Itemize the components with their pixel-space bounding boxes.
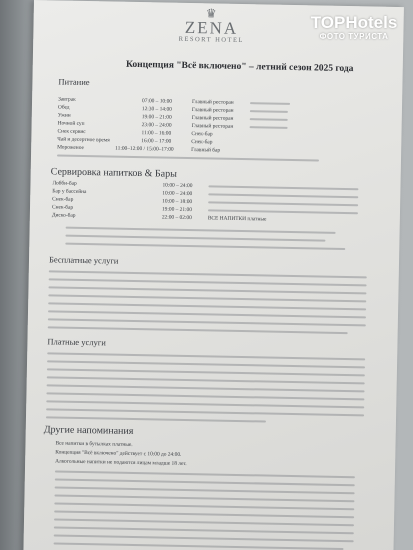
reminder-unreadable [54, 534, 354, 542]
free-paragraph-unreadable [48, 286, 366, 294]
bar-time: 10:00 – 24:00 [162, 190, 193, 198]
food-row-place: Снек-бар [191, 139, 213, 146]
food-row-name: Мороженое [57, 144, 84, 151]
bar-time: 10:00 – 24:00 [162, 182, 193, 190]
food-row-note-unreadable [250, 102, 290, 105]
bars-bullet-unreadable [65, 235, 325, 242]
bar-name: Бар у бассейна [52, 188, 87, 196]
free-paragraph-unreadable [48, 318, 366, 326]
document-page [23, 0, 404, 550]
bar-time: 22:00 – 02:00 [161, 214, 192, 222]
section-other-heading: Другие напоминания [43, 424, 134, 437]
food-footnote-unreadable [57, 154, 319, 161]
bar-note-unreadable [208, 193, 358, 198]
crown-icon: ♛ [205, 6, 218, 21]
food-row-time: 12:30 – 14:00 [141, 106, 172, 113]
watermark-sub: ФОТО ТУРИСТА [319, 32, 389, 41]
section-paid-heading: Платные услуги [47, 336, 106, 348]
paid-paragraph-unreadable [46, 400, 364, 408]
paid-paragraph-unreadable [47, 360, 365, 368]
food-row-note-unreadable [250, 118, 288, 121]
reminder-unreadable [55, 478, 355, 486]
paid-paragraph-unreadable [46, 416, 266, 422]
food-row-place: Главный ресторан [191, 115, 234, 122]
bar-name: Лобби-бар [52, 180, 77, 187]
section-food-heading: Питание [58, 76, 90, 88]
paid-paragraph-unreadable [46, 392, 364, 400]
free-paragraph-unreadable [49, 270, 367, 278]
reminder-item: Все напитки в бутылках платные. [55, 440, 133, 448]
hotel-logo [161, 6, 262, 45]
free-paragraph-unreadable [48, 326, 348, 334]
food-row-name: Чай и десертное время [57, 136, 110, 144]
food-row-note-unreadable [250, 110, 288, 113]
reminder-item: Алкогольные напитки не подаются лицам младше 18 лет. [55, 458, 187, 468]
food-row-time: 16:00 – 17:00 [141, 138, 172, 145]
food-row-time: 07:00 – 10:00 [142, 98, 173, 105]
free-paragraph-unreadable [48, 310, 366, 318]
tophotels-watermark [295, 14, 413, 41]
food-row-name: Ужин [57, 112, 71, 119]
disco-note: ВСЕ НАПИТКИ платные [207, 215, 267, 223]
food-row-place: Главный ресторан [192, 99, 234, 106]
reminder-unreadable [55, 470, 355, 478]
free-paragraph-unreadable [48, 294, 366, 302]
food-row-time: 11:00 – 16:00 [141, 130, 172, 137]
food-row-name: Ночной суп [57, 120, 85, 127]
food-row-place: Главный ресторан [191, 123, 234, 130]
bar-name: Снек-бар [52, 196, 74, 203]
reminder-unreadable [54, 526, 354, 534]
bar-note-unreadable [208, 209, 358, 214]
food-row-name: Обед [57, 104, 70, 111]
paid-paragraph-unreadable [47, 368, 365, 376]
reminder-unreadable [55, 486, 355, 494]
section-free-heading: Бесплатные услуги [48, 254, 119, 266]
food-row-note-unreadable [250, 126, 288, 129]
food-row-name: Снек сервис [57, 128, 86, 136]
paid-paragraph-unreadable [47, 376, 365, 384]
logo-name: ZENA [184, 17, 239, 38]
food-row-time: 19:00 – 21:00 [141, 114, 172, 121]
food-row-name: Завтрак [58, 96, 76, 103]
watermark-brand: Hotels [345, 13, 398, 32]
bar-name: Диско-бар [51, 212, 76, 219]
paid-paragraph-unreadable [46, 408, 364, 416]
bar-name: Снек-бар [51, 204, 74, 211]
reminder-unreadable [54, 518, 354, 526]
paid-paragraph-unreadable [47, 352, 365, 360]
food-row-time: 11:00–12:00 / 15:00–17:00 [115, 145, 174, 153]
reminder-item: Концепция "Всё включено" действует с 10:00 до 24:00. [55, 449, 182, 458]
page-title: Концепция "Всё включено" – летний сезон 2025 года [125, 59, 354, 75]
paid-paragraph-unreadable [47, 384, 365, 392]
food-row-place: Снек-бар [191, 131, 213, 138]
free-paragraph-unreadable [49, 278, 367, 286]
food-row-place: Главный ресторан [191, 107, 234, 114]
bar-time: 19:00 – 21:00 [161, 206, 193, 214]
reminder-unreadable [54, 510, 354, 518]
bar-note-unreadable [208, 201, 358, 206]
reminder-unreadable [54, 542, 344, 550]
logo-subtitle: RESORT HOTEL [178, 35, 244, 45]
bar-time: 10:00 – 18:00 [162, 198, 193, 206]
reminder-unreadable [54, 494, 354, 502]
free-paragraph-unreadable [48, 302, 366, 310]
bar-note-unreadable [208, 185, 358, 190]
watermark-top: TOP [310, 13, 346, 32]
food-row-time: 23:00 – 24:00 [141, 122, 172, 129]
bars-bullet-unreadable [66, 227, 336, 234]
food-row-place: Главный бар [191, 147, 221, 154]
bars-bullet-unreadable [65, 243, 345, 250]
reminder-unreadable [54, 502, 354, 510]
section-drinks-heading: Сервировка напитков & Бары [50, 166, 177, 180]
